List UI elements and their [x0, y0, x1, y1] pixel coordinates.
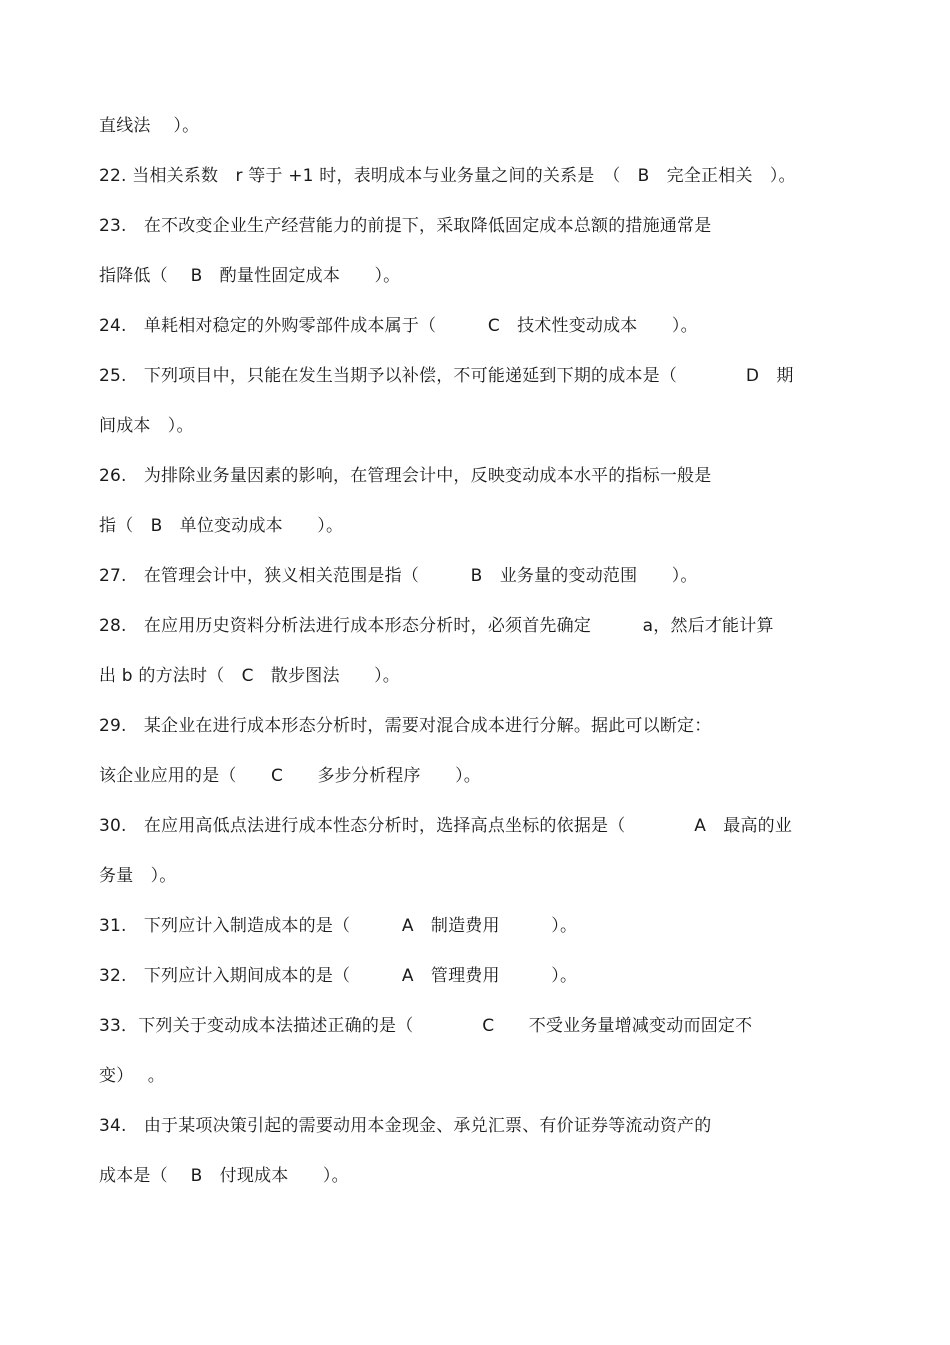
- text-line-q22: 22. 当相关系数 r 等于 +1 时，表明成本与业务量之间的关系是 （ B 完全正相关 ）。: [99, 166, 796, 186]
- text-line-q34-cont: 成本是（ B 付现成本 ）。: [99, 1166, 349, 1186]
- text-line-q27: 27. 在管理会计中，狭义相关范围是指（ B 业务量的变动范围 ）。: [99, 566, 698, 586]
- text-line-q25-cont: 间成本 ）。: [99, 416, 194, 436]
- text-line-q33: 33．下列关于变动成本法描述正确的是（ C 不受业务量增减变动而固定不: [99, 1016, 753, 1036]
- text-line-21-end: 直线法 ）。: [99, 116, 200, 136]
- text-line-q32: 32. 下列应计入期间成本的是（ A 管理费用 ）。: [99, 966, 578, 986]
- text-line-q23: 23. 在不改变企业生产经营能力的前提下，采取降低固定成本总额的措施通常是: [99, 216, 712, 236]
- text-line-q26: 26. 为排除业务量因素的影响，在管理会计中，反映变动成本水平的指标一般是: [99, 466, 712, 486]
- text-line-q28: 28. 在应用历史资料分析法进行成本形态分析时，必须首先确定 a，然后才能计算: [99, 616, 774, 636]
- text-line-q30-cont: 务量 ）。: [99, 866, 177, 886]
- text-line-q30: 30. 在应用高低点法进行成本性态分析时，选择高点坐标的依据是（ A 最高的业: [99, 816, 793, 836]
- text-line-q29: 29. 某企业在进行成本形态分析时，需要对混合成本进行分解。据此可以断定：: [99, 716, 712, 736]
- text-line-q24: 24. 单耗相对稳定的外购零部件成本属于（ C 技术性变动成本 ）。: [99, 316, 698, 336]
- text-line-q25: 25. 下列项目中，只能在发生当期予以补偿，不可能递延到下期的成本是（ D 期: [99, 366, 794, 386]
- text-line-q26-cont: 指（ B 单位变动成本 ）。: [99, 516, 344, 536]
- text-line-q34: 34. 由于某项决策引起的需要动用本金现金、承兑汇票、有价证券等流动资产的: [99, 1116, 712, 1136]
- text-line-q23-cont: 指降低（ B 酌量性固定成本 ）。: [99, 266, 401, 286]
- text-line-q33-cont: 变） 。: [99, 1066, 165, 1086]
- text-line-q31: 31. 下列应计入制造成本的是（ A 制造费用 ）。: [99, 916, 578, 936]
- text-line-q28-cont: 出 b 的方法时（ C 散步图法 ）。: [99, 666, 400, 686]
- text-line-q29-cont: 该企业应用的是（ C 多步分析程序 ）。: [99, 766, 481, 786]
